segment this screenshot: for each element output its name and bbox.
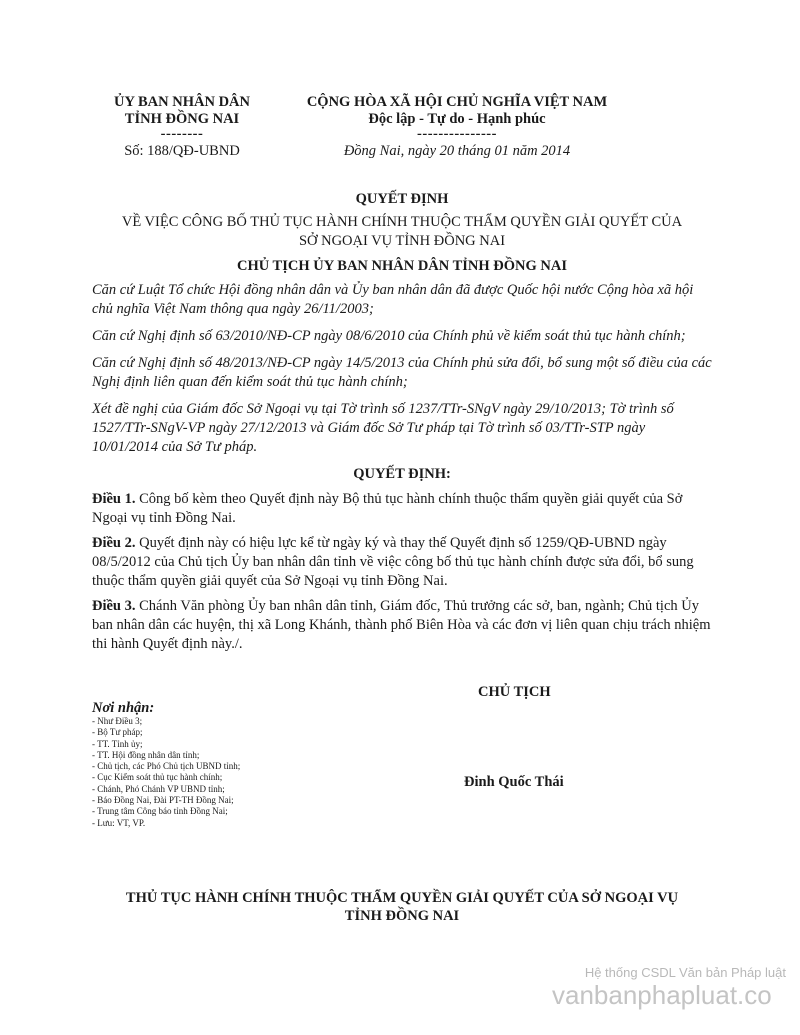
agency-name-line1: ỦY BAN NHÂN DÂN bbox=[113, 94, 250, 110]
appendix-title-line1: THỦ TỤC HÀNH CHÍNH THUỘC THẨM QUYỀN GIẢI QUYẾT CỦA SỞ NGOẠI VỤ bbox=[125, 890, 679, 906]
article-text: Quyết định này có hiệu lực kể từ ngày ký và thay thế Quyết định số 1259/QĐ-UBND ngày 08/5/2012 của Chủ tịch Ủy ban nhân dân tỉnh về việc công bố thủ tục hành chính được sửa đổi, bổ sung thuộc thẩm quyền giải quyết của Sở Ngoại vụ tỉnh Đồng Nai. bbox=[92, 535, 694, 589]
article-3 bbox=[92, 597, 712, 654]
document-title: QUYẾT ĐỊNH bbox=[355, 191, 449, 207]
document-number: Số: 188/QĐ-UBND bbox=[124, 143, 240, 159]
recipient-item: - TT. Hội đồng nhân dân tỉnh; bbox=[92, 749, 200, 760]
basis-paragraph: Căn cứ Luật Tổ chức Hội đồng nhân dân và Ủy ban nhân dân đã được Quốc hội nước Cộng hòa xã hội chủ nghĩa Việt Nam thông qua ngày 26/11/2003; bbox=[92, 282, 694, 317]
recipient-item: - Cục Kiểm soát thủ tục hành chính; bbox=[92, 772, 223, 783]
signer-position: CHỦ TỊCH bbox=[478, 684, 551, 700]
recipient-item: - TT. Tỉnh ủy; bbox=[92, 738, 143, 749]
article-1 bbox=[92, 490, 712, 528]
issuing-agency-block bbox=[92, 94, 272, 160]
article-label: Điều 2. bbox=[92, 535, 136, 551]
recipient-item: - Chủ tịch, các Phó Chủ tịch UBND tỉnh; bbox=[92, 761, 241, 772]
appendix-title bbox=[92, 889, 712, 925]
article-2 bbox=[92, 534, 712, 591]
recipients-heading: Nơi nhận: bbox=[92, 700, 155, 716]
recipient-item: - Chánh, Phó Chánh VP UBND tỉnh; bbox=[92, 783, 225, 794]
subtitle-line1: VỀ VIỆC CÔNG BỐ THỦ TỤC HÀNH CHÍNH THUỘC THẨM QUYỀN GIẢI QUYẾT CỦA bbox=[121, 214, 683, 230]
document-header bbox=[92, 92, 712, 170]
watermark-site: vanbanphapluat.co bbox=[552, 980, 772, 1010]
legal-basis bbox=[92, 281, 712, 457]
national-motto: Độc lập - Tự do - Hạnh phúc bbox=[368, 111, 546, 127]
subtitle-line2: SỞ NGOẠI VỤ TỈNH ĐỒNG NAI bbox=[298, 233, 506, 249]
recipient-item: - Lưu: VT, VP. bbox=[92, 817, 146, 828]
decision-heading: QUYẾT ĐỊNH: bbox=[353, 466, 451, 482]
recipient-item: - Bộ Tư pháp; bbox=[92, 727, 143, 738]
document-subtitle bbox=[92, 213, 712, 251]
issuer-heading: CHỦ TỊCH ỦY BAN NHÂN DÂN TỈNH ĐỒNG NAI bbox=[236, 258, 568, 274]
document-page bbox=[92, 92, 712, 864]
recipients-block bbox=[92, 700, 352, 829]
recipient-item: - Trung tâm Công báo tỉnh Đồng Nai; bbox=[92, 806, 228, 817]
national-motto-block bbox=[292, 94, 622, 160]
article-text: Chánh Văn phòng Ủy ban nhân dân tỉnh, Giám đốc, Thủ trưởng các sở, ban, ngành; Chủ tịch Ủy ban nhân dân các huyện, thị xã Long Khánh, thành phố Biên Hòa và các đơn vị liên quan chịu trách nhiệm thi hành Quyết định này./. bbox=[92, 598, 711, 652]
country-name: CỘNG HÒA XÃ HỘI CHỦ NGHĨA VIỆT NAM bbox=[306, 94, 608, 110]
agency-divider: -------- bbox=[160, 126, 204, 142]
article-text: Công bố kèm theo Quyết định này Bộ thủ tục hành chính thuộc thẩm quyền giải quyết của Sở Ngoại vụ tỉnh Đồng Nai. bbox=[92, 491, 683, 526]
agency-name-line2: TỈNH ĐỒNG NAI bbox=[124, 111, 240, 127]
article-label: Điều 3. bbox=[92, 598, 136, 614]
basis-paragraph: Căn cứ Nghị định số 48/2013/NĐ-CP ngày 14/5/2013 của Chính phủ sửa đổi, bổ sung một số điều của các Nghị định liên quan đến kiểm soát thủ tục hành chính; bbox=[92, 355, 712, 390]
watermark-caption: Hệ thống CSDL Văn bản Pháp luật bbox=[584, 965, 786, 980]
basis-paragraph: Căn cứ Nghị định số 63/2010/NĐ-CP ngày 08/6/2010 của Chính phủ về kiểm soát thủ tục hành chính; bbox=[92, 328, 686, 344]
recipient-item: - Như Điều 3; bbox=[92, 716, 143, 726]
issue-date: Đồng Nai, ngày 20 tháng 01 năm 2014 bbox=[343, 143, 571, 159]
signature-section bbox=[92, 664, 712, 864]
recipient-item: - Báo Đồng Nai, Đài PT-TH Đồng Nai; bbox=[92, 795, 234, 806]
recipients-list bbox=[92, 716, 352, 829]
motto-divider: --------------- bbox=[417, 126, 497, 142]
basis-paragraph: Xét đề nghị của Giám đốc Sở Ngoại vụ tại Tờ trình số 1237/TTr-SNgV ngày 29/10/2013; Tờ trình số 1527/TTr-SNgV-VP ngày 27/12/2013 và Giám đốc Sở Tư pháp tại Tờ trình số 03/TTr-STP ngày 10/01/2014 của Sở Tư pháp. bbox=[92, 401, 674, 455]
articles bbox=[92, 490, 712, 654]
article-label: Điều 1. bbox=[92, 491, 136, 507]
appendix-title-line2: TỈNH ĐỒNG NAI bbox=[344, 908, 460, 924]
signer-name: Đinh Quốc Thái bbox=[464, 774, 564, 790]
